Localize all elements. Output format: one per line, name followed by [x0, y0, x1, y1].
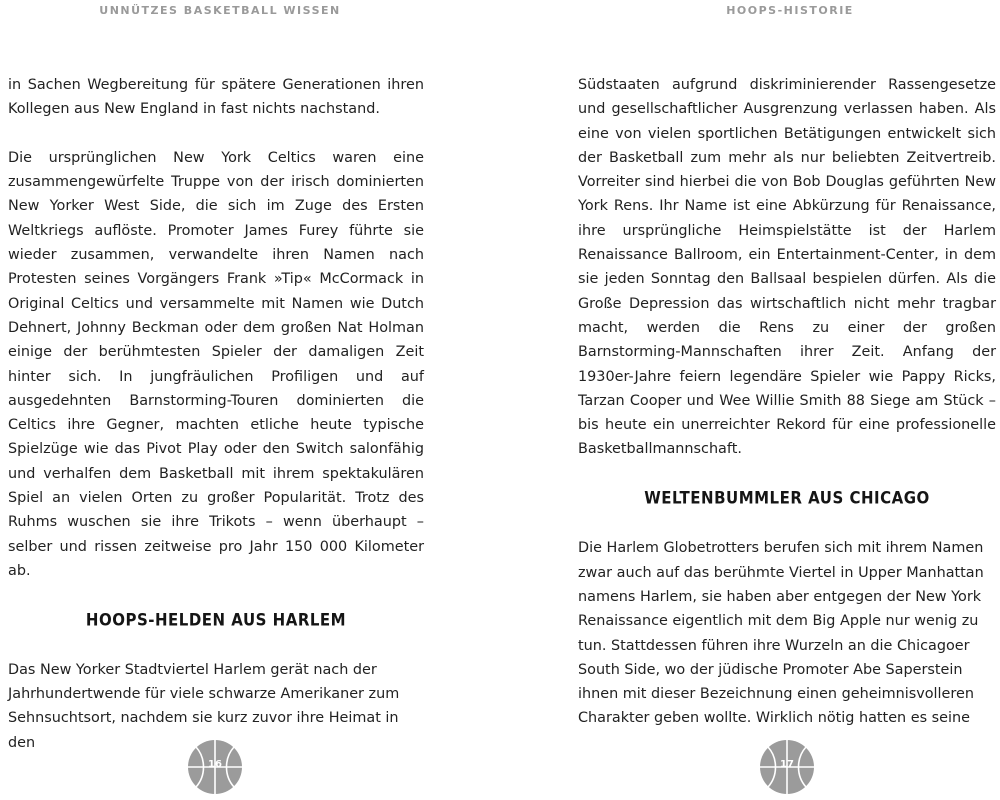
paragraph: in Sachen Wegbereitung für spätere Generationen ihren Kollegen aus New England in fast nichts nachstand.: [8, 77, 424, 118]
paragraph: Das New Yorker Stadtviertel Harlem gerät nach der Jahrhundertwende für viele schwarze Amerikaner zum Sehnsuchtsort, nachdem sie kurz zuvor ihre Heimat in den: [8, 661, 400, 751]
right-page: [570, 0, 1000, 800]
right-page-body: [578, 73, 996, 755]
running-head-right: HOOPS-HISTORIE: [726, 4, 854, 17]
paragraph: Die ursprünglichen New York Celtics waren eine zusammengewürfelte Truppe von der irisch dominierten New Yorker West Side, die sich im Zuge des Ersten Weltkriegs auflöste. Promoter James Furey führte sie wieder zusammen, verwandelte ihren Namen nach Protesten seines Vorgängers Frank »Tip« McCormack in Original Celtics und versammelte mit Namen wie Dutch Dehnert, Johnny Beckman oder dem großen Nat Holman einige der berühmtesten Spieler der damaligen Zeit hinter sich. In jungfräulichen Profiligen und auf ausgedehnten Barnstorming-Touren dominierten die Celtics ihre Gegner, machten etliche heute typische Spielzüge wie das Pivot Play oder den Switch salonfähig und verhalfen dem Basketball mit ihrem spektakulären Spiel an vielen Orten zu großer Popularität. Trotz des Ruhms wuschen sie ihre Trikots – wenn überhaupt – selber und rissen zeitweise pro Jahr 150 000 Kilometer ab.: [8, 149, 424, 579]
page-number: 17: [780, 759, 794, 770]
paragraph: Südstaaten aufgrund diskriminierender Rassengesetze und gesellschaftlicher Ausgrenzung verlassen haben. Als eine von vielen sportlichen Betätigungen entwickelt sich der Basketball zum mehr als nur beliebten Zeitvertreib. Vorreiter sind hierbei die von Bob Douglas geführten New York Rens. Ihr Name ist eine Abkürzung für Renaissance, ihre ursprüngliche Heimspielstätte ist der Harlem Renaissance Ballroom, ein Entertainment-Center, in dem sie jeden Sonntag den Ballsaal bespielen dürfen. Als die Große Depression das wirtschaftlich nicht mehr tragbar macht, werden die Rens zu einer der großen Barnstorming-Mannschaften ihrer Zeit. Anfang der 1930er-Jahre feiern legendäre Spieler wie Pappy Ricks, Tarzan Cooper und Wee Willie Smith 88 Siege am Stück – bis heute ein unerreichter Rekord für eine professionelle Basketballmannschaft.: [578, 77, 996, 458]
paragraph: Die Harlem Globetrotters berufen sich mit ihrem Namen zwar auch auf das berühmte Viertel in Upper Manhattan namens Harlem, sie haben aber entgegen der New York Renaissance eigentlich mit dem Big Apple nur wenig zu tun. Stattdessen führen ihre Wurzeln an die Chicagoer South Side, wo der jüdische Promoter Abe Saperstein ihnen mit dieser Bezeichnung einen geheimnisvolleren Charakter geben wollte. Wirklich nötig hatten es seine: [578, 540, 984, 727]
page-number-badge: [758, 738, 816, 796]
left-page: [0, 0, 440, 800]
left-page-body: [8, 73, 424, 779]
section-heading: HOOPS-HELDEN AUS HARLEM: [85, 609, 347, 630]
page-number-badge: [186, 738, 244, 796]
section-heading: WELTENBUMMLER AUS CHICAGO: [644, 487, 930, 509]
page-number: 16: [208, 759, 222, 770]
running-head-left: UNNÜTZES BASKETBALL WISSEN: [99, 4, 341, 17]
